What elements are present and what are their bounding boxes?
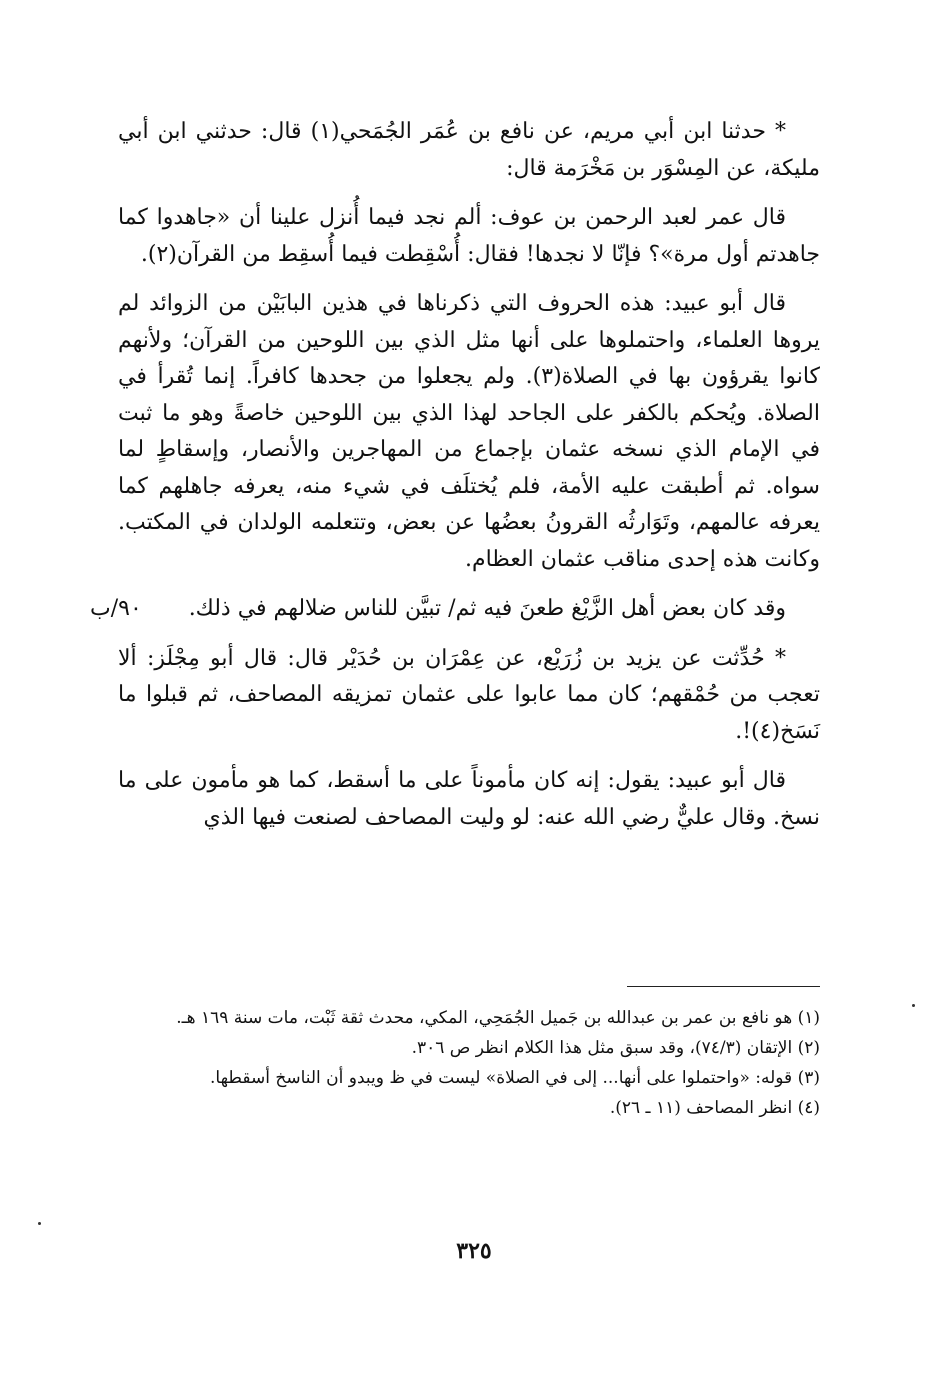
paragraph-abu-ubayd-1: قال أبو عبيد: هذه الحروف التي ذكرناها في هذين البابَيْن من الزوائد لم يروها العلماء، واحتملوها على أنها مثل الذي بين اللوحين من القرآن؛ ولأنهم كانوا يقرؤون بها في الصلاة(٣). ولم يجعلوا من جحدها كافراً. إنما تُقرأ في الصلاة. ويُحكم بالكفر على الجاحد لهذا الذي بين اللوحين خاصةً وهو ما ثبت في الإمام الذي نسخه عثمان بإجماع من المهاجرين والأنصار، وإسقاطٍ لما سواه. ثم أطبقت عليه الأمة، فلم يُختلَف في شيء منه، يعرفه جاهلهم كما يعرفه عالمهم، وتَوَارثُه القرونُ بعضُها عن بعض، وتتعلمه الولدان في المكتب. وكانت هذه إحدى مناقب عثمان العظام. [118, 291, 821, 572]
footnote-3: (٣) قوله: «واحتملوا على أنها... إلى في الصلاة» ليست في ظ ويبدو أن الناسخ أسقطها. [210, 1068, 820, 1088]
manuscript-folio-marker: ٩٠/ب [90, 596, 142, 621]
footnote-2: (٢) الإتقان (٧٤/٣)، وقد سبق مثل هذا الكلام انظر ص ٣٠٦. [411, 1038, 820, 1058]
footnote-divider [627, 986, 820, 987]
paragraph-hadith-2: * حُدِّثت عن يزيد بن زُرَيْع، عن عِمْرَان بن حُدَيْر قال: قال أبو مِجْلَز: ألا تعجب من حُمْقهم؛ كان مما عابوا على عثمان تمزيقه المصاحف، ثم قبلوا ما نَسَخ(٤)!. [118, 645, 820, 744]
paragraph-zaygh-text: وقد كان بعض أهل الزَّيْغ طعنَ فيه ثم/ تبيَّن للناس ضلالهم في ذلك. [188, 596, 786, 621]
paragraph-hadith-1: * حدثنا ابن أبي مريم، عن نافع بن عُمَر الجُمَحي(١) قال: حدثني ابن أبي مليكة، عن المِسْوَر بن مَخْرَمة قال: [118, 119, 820, 181]
paragraph-abu-ubayd-2: قال أبو عبيد: يقول: إنه كان مأموناً على ما أسقط، كما هو مأمون على ما نسخ. وقال عليٌّ رضي الله عنه: لو وليت المصاحف لصنعت فيها الذي [118, 768, 820, 830]
footnotes [118, 1004, 820, 1124]
scan-speck [38, 1222, 41, 1225]
paragraph-zaygh [90, 591, 820, 628]
footnote-1: (١) هو نافع بن عمر بن عبدالله بن جَميل الجُمَحِي، المكي، محدث ثقة ثَبْت، مات سنة ١٦٩ هـ. [176, 1008, 820, 1028]
page-number: ٣٢٥ [456, 1238, 492, 1264]
footnote-4: (٤) انظر المصاحف (١١ ـ ٢٦). [609, 1098, 820, 1118]
paragraph-umar-quote: قال عمر لعبد الرحمن بن عوف: ألم نجد فيما أُنزل علينا أن «جاهدوا كما جاهدتم أول مرة»؟ فإنّا لا نجدها! فقال: أُسْقِطت فيما أُسقِط من القرآن(٢). [118, 205, 820, 267]
scan-speck [912, 1004, 915, 1007]
main-text [90, 114, 821, 849]
